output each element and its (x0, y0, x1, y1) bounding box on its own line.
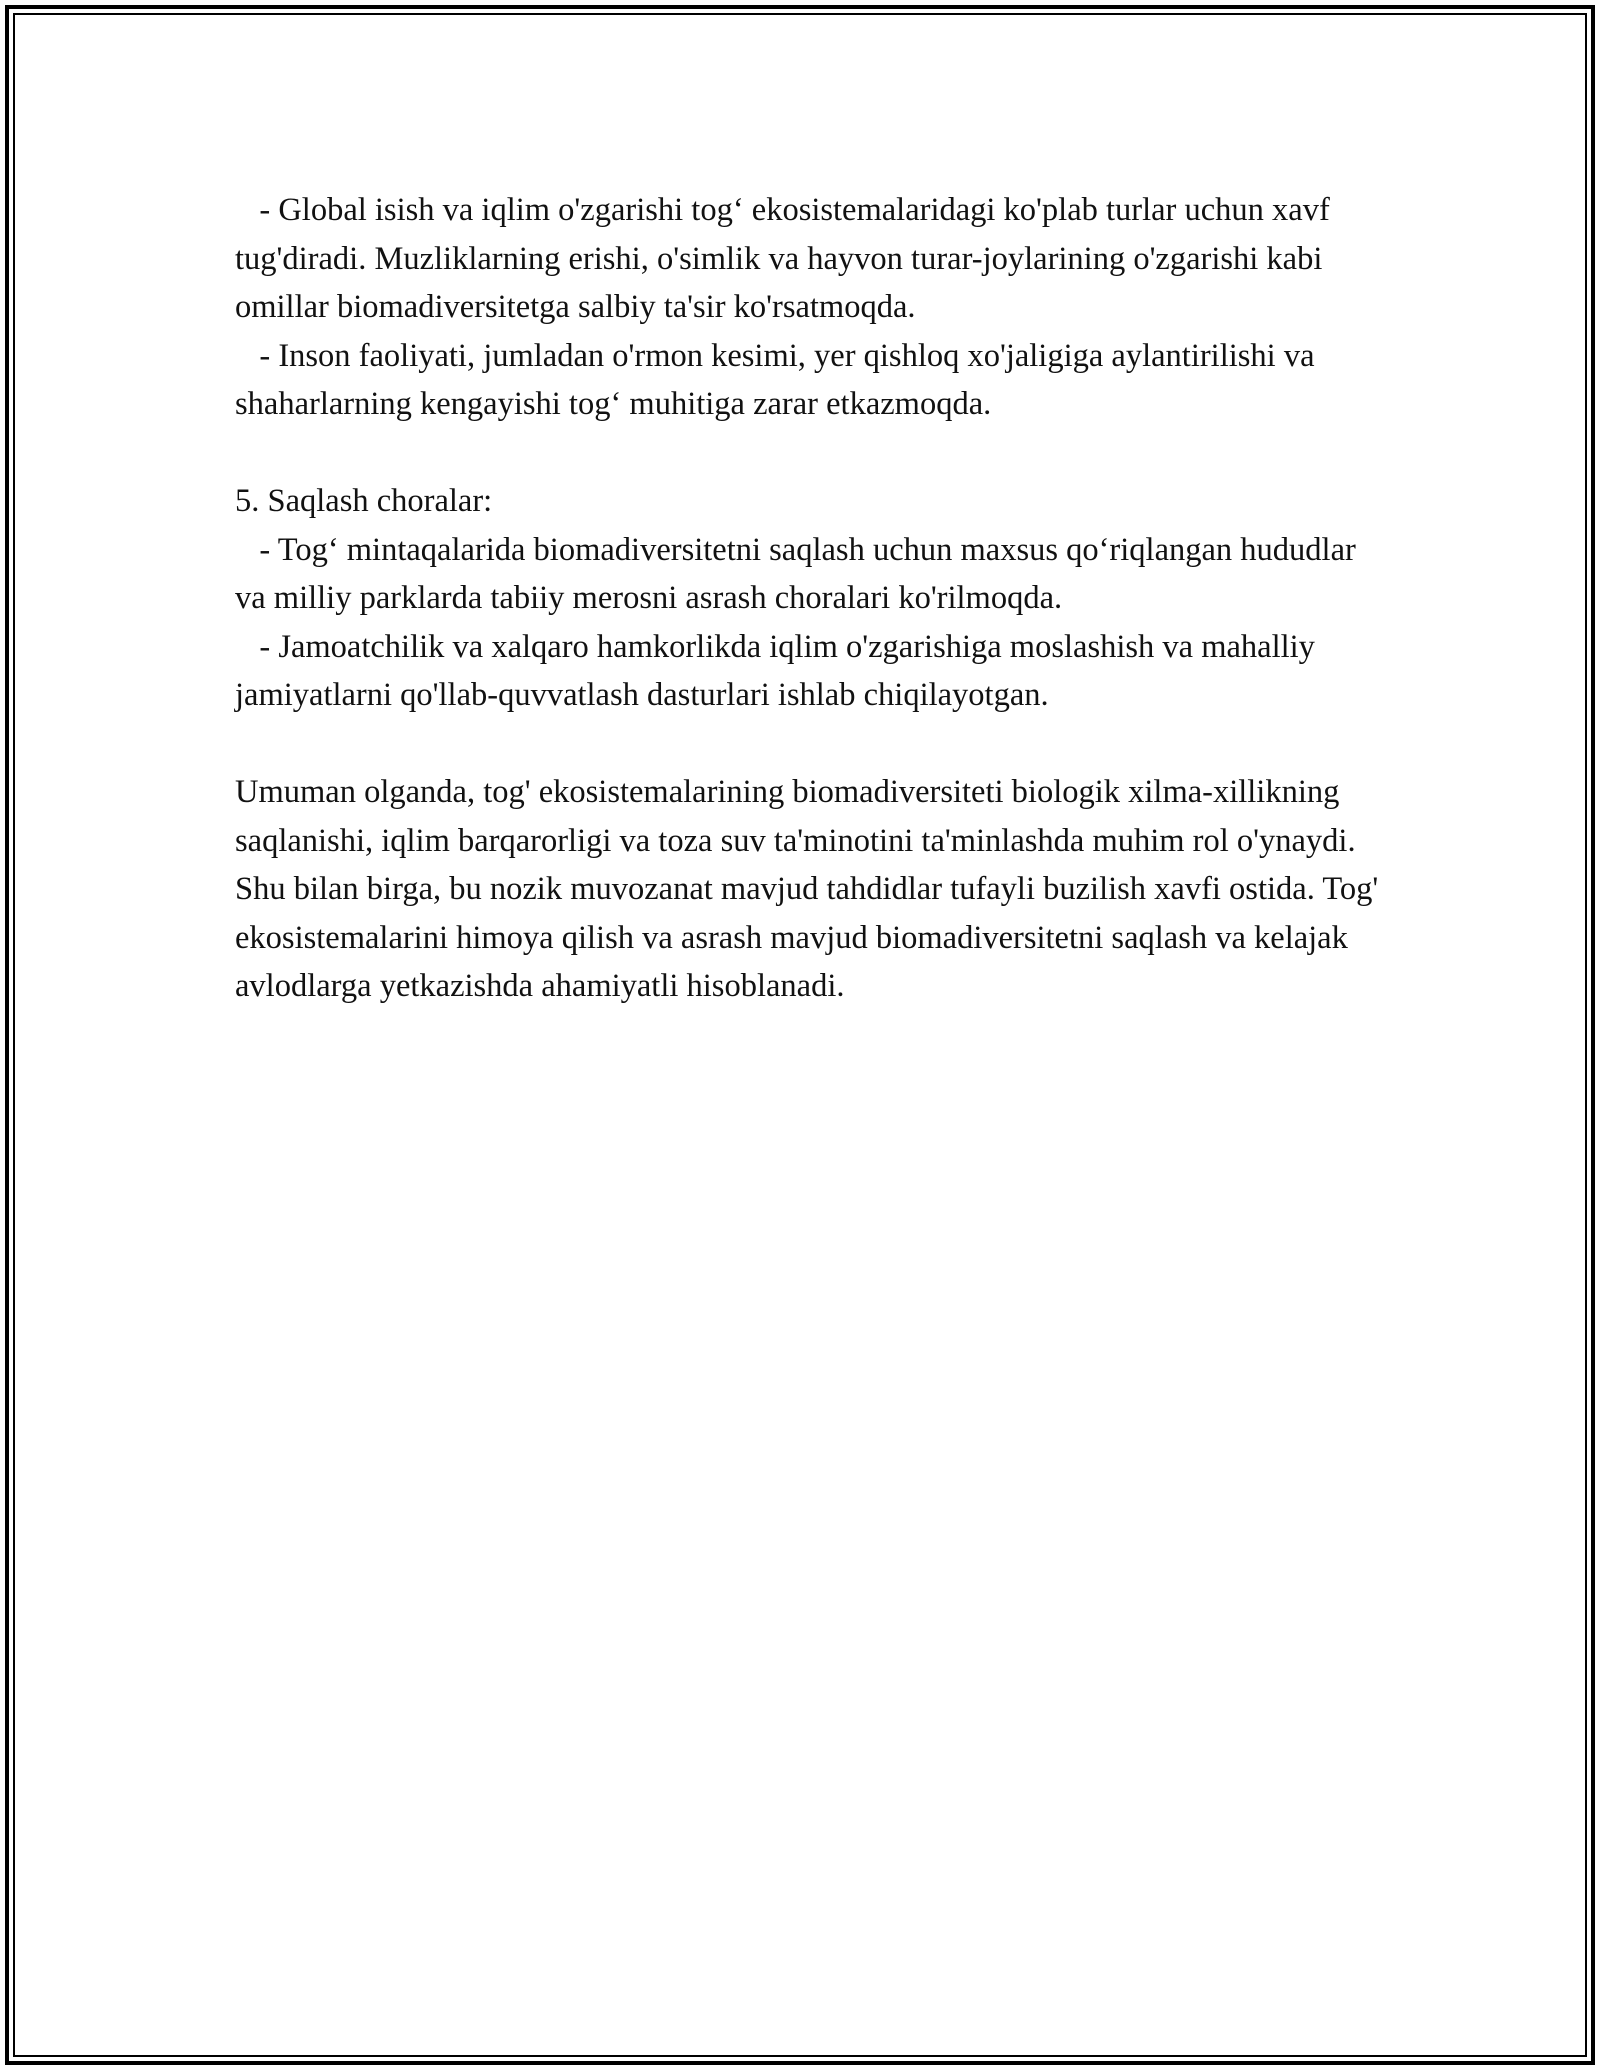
document-body (235, 186, 1385, 1011)
paragraph-global-warming: - Global isish va iqlim o'zgarishi tog‘ ekosistemalaridagi ko'plab turlar uchun xavf tug'diradi. Muzliklarning erishi, o'simlik va hayvon turar-joylarining o'zgarishi kabi omillar biomadiversitetga salbiy ta'sir ko'rsatmoqda. (235, 192, 1338, 325)
section-heading-conservation: 5. Saqlash choralar: (235, 483, 493, 519)
paragraph-protected-areas: - Tog‘ mintaqalarida biomadiversitetni saqlash uchun maxsus qo‘riqlangan hududlar va milliy parklarda tabiiy merosni asrash choralari ko'rilmoqda. (235, 531, 1364, 616)
paragraph-cooperation: - Jamoatchilik va xalqaro hamkorlikda iqlim o'zgarishiga moslashish va mahalliy jamiyatlarni qo'llab-quvvatlash dasturlari ishlab chiqilayotgan. (235, 628, 1324, 713)
paragraph-gap (235, 429, 1385, 478)
paragraph-conclusion: Umuman olganda, tog' ekosistemalarining biomadiversiteti biologik xilma-xillikning saqlanishi, iqlim barqarorligi va toza suv ta'minotini ta'minlashda muhim rol o'ynaydi. Shu bilan birga, bu nozik muvozanat mavjud tahdidlar tufayli buzilish xavfi ostida. Tog' ekosistemalarini himoya qilish va asrash mavjud biomadiversitetni saqlash va kelajak avlodlarga yetkazishda ahamiyatli hisoblanadi. (235, 774, 1387, 1004)
paragraph-gap (235, 720, 1385, 769)
paragraph-human-activity: - Inson faoliyati, jumladan o'rmon kesimi, yer qishloq xo'jaligiga aylantirilishi va shaharlarning kengayishi tog‘ muhitiga zarar etkazmoqda. (235, 337, 1323, 422)
